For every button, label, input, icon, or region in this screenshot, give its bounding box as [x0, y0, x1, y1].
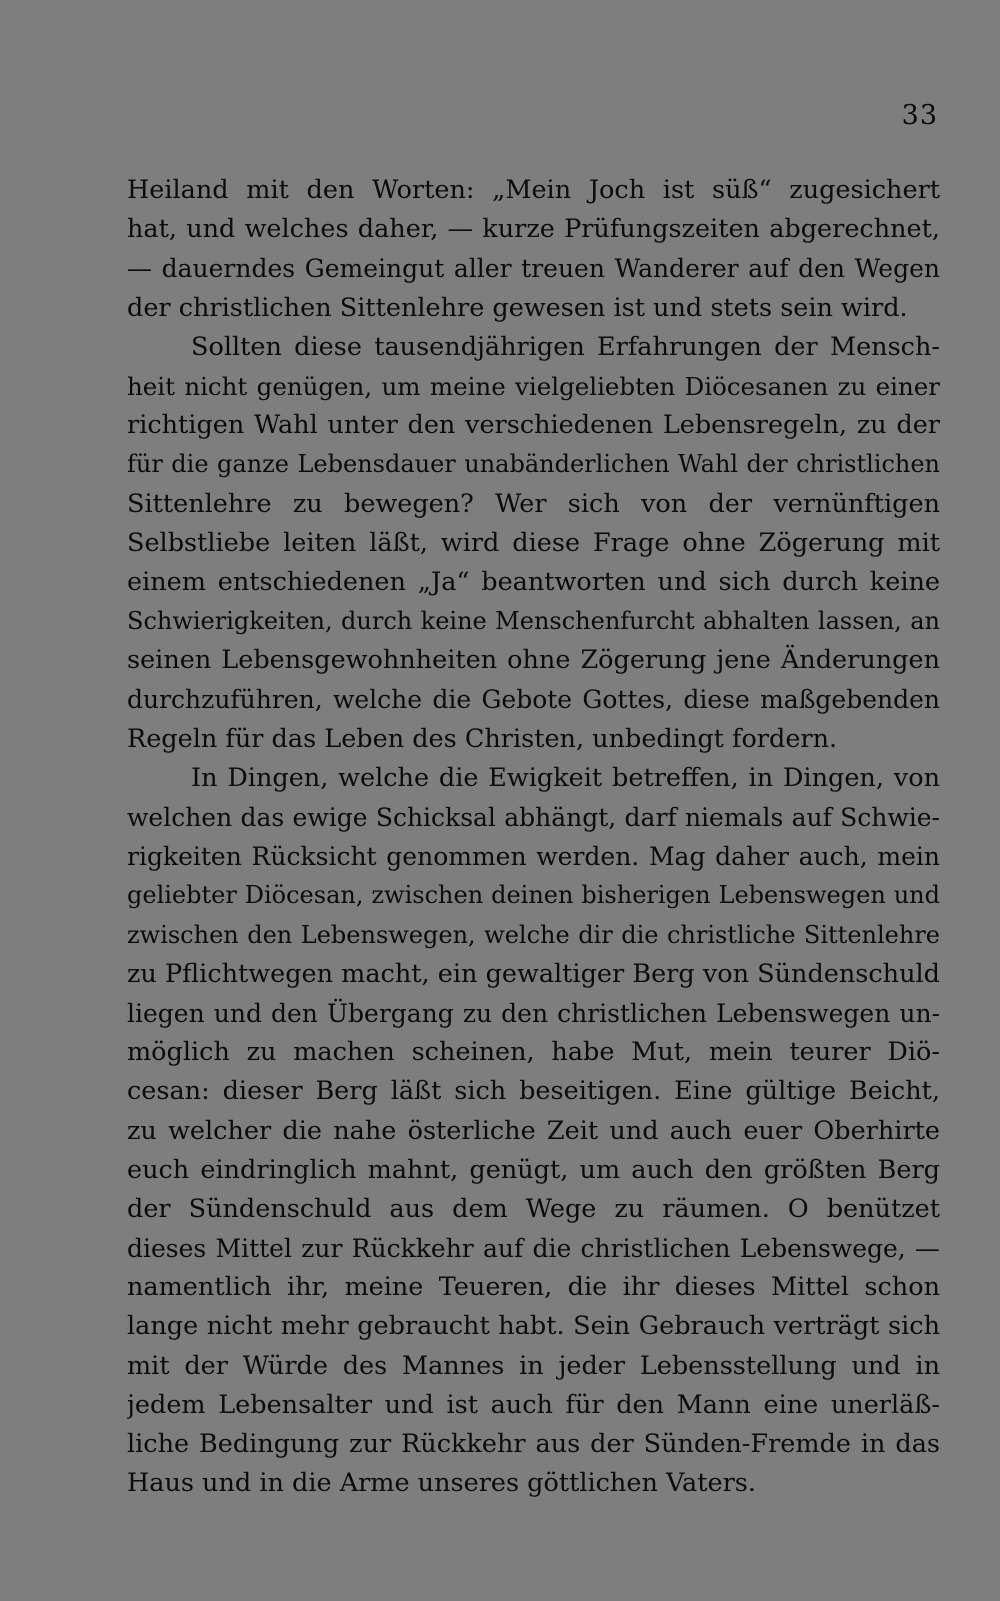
- text-line: Regeln für das Leben des Christen, unbedingt fordern.: [127, 723, 838, 754]
- text-line: welchen das ewige Schicksal abhängt, darf niemals auf Schwie-: [127, 803, 940, 832]
- text-line: namentlich ihr, meine Teueren, die ihr dieses Mittel schon: [127, 1272, 940, 1303]
- text-line: richtigen Wahl unter den verschiedenen Lebensregeln, zu der: [127, 410, 940, 441]
- text-line: Selbstliebe leiten läßt, wird diese Frage ohne Zögerung mit: [127, 527, 940, 558]
- text-line: liche Bedingung zur Rückkehr aus der Sünden-Fremde in das: [127, 1429, 940, 1459]
- text-line: liegen und den Übergang zu den christlichen Lebenswegen un-: [127, 998, 940, 1028]
- text-line: euch eindringlich mahnt, genügt, um auch den größten Berg: [127, 1154, 940, 1185]
- text-line: lange nicht mehr gebraucht habt. Sein Gebrauch verträgt sich: [127, 1311, 940, 1342]
- text-line: cesan: dieser Berg läßt sich beseitigen. Eine gültige Beicht,: [127, 1076, 940, 1107]
- text-line: dieses Mittel zur Rückkehr auf die christlichen Lebenswege, —: [127, 1234, 940, 1264]
- text-line: rigkeiten Rücksicht genommen werden. Mag daher auch, mein: [127, 842, 940, 872]
- text-line: zu welcher die nahe österliche Zeit und auch euer Oberhirte: [127, 1115, 940, 1146]
- text-line: zu Pflichtwegen macht, ein gewaltiger Berg von Sündenschuld: [127, 958, 940, 989]
- text-line: Heiland mit den Worten: „Mein Joch ist süß“ zugesichert: [127, 175, 940, 205]
- text-line: geliebter Diöcesan, zwischen deinen bisherigen Lebenswegen und: [127, 881, 940, 910]
- text-line: zwischen den Lebenswegen, welche dir die christliche Sittenlehre: [127, 920, 940, 949]
- text-line: der christlichen Sittenlehre gewesen ist und stets sein wird.: [127, 292, 908, 323]
- text-line: Haus und in die Arme unseres göttlichen Vaters.: [127, 1468, 756, 1499]
- text-line: seinen Lebensgewohnheiten ohne Zögerung jene Änderungen: [127, 645, 940, 676]
- text-line: Schwierigkeiten, durch keine Menschenfurcht abhalten lassen, an: [127, 607, 940, 636]
- text-line: In Dingen, welche die Ewigkeit betreffen, in Dingen, von: [191, 762, 940, 793]
- body-text: [127, 171, 940, 1503]
- text-line: der Sündenschuld aus dem Wege zu räumen. O benützet: [127, 1193, 940, 1224]
- text-line: mit der Würde des Mannes in jeder Lebensstellung und in: [127, 1350, 940, 1381]
- text-line: Sollten diese tausendjährigen Erfahrungen der Mensch-: [191, 331, 940, 362]
- text-line: — dauerndes Gemeingut aller treuen Wanderer auf den Wegen: [127, 254, 940, 284]
- text-line: jedem Lebensalter und ist auch für den Mann eine unerläß-: [127, 1389, 940, 1420]
- text-line: hat, und welches daher, — kurze Prüfungszeiten abgerechnet,: [127, 214, 940, 245]
- text-line: durchzuführen, welche die Gebote Gottes, diese maßgebenden: [127, 685, 940, 715]
- text-line: einem entschiedenen „Ja“ beantworten und sich durch keine: [127, 566, 940, 597]
- page-number: 33: [901, 100, 938, 131]
- text-line: heit nicht genügen, um meine vielgeliebten Diöcesanen zu einer: [127, 371, 940, 401]
- text-line: für die ganze Lebensdauer unabänderlichen Wahl der christlichen: [127, 450, 940, 479]
- text-line: möglich zu machen scheinen, habe Mut, mein teurer Diö-: [127, 1037, 940, 1068]
- text-line: Sittenlehre zu bewegen? Wer sich von der vernünftigen: [127, 488, 940, 519]
